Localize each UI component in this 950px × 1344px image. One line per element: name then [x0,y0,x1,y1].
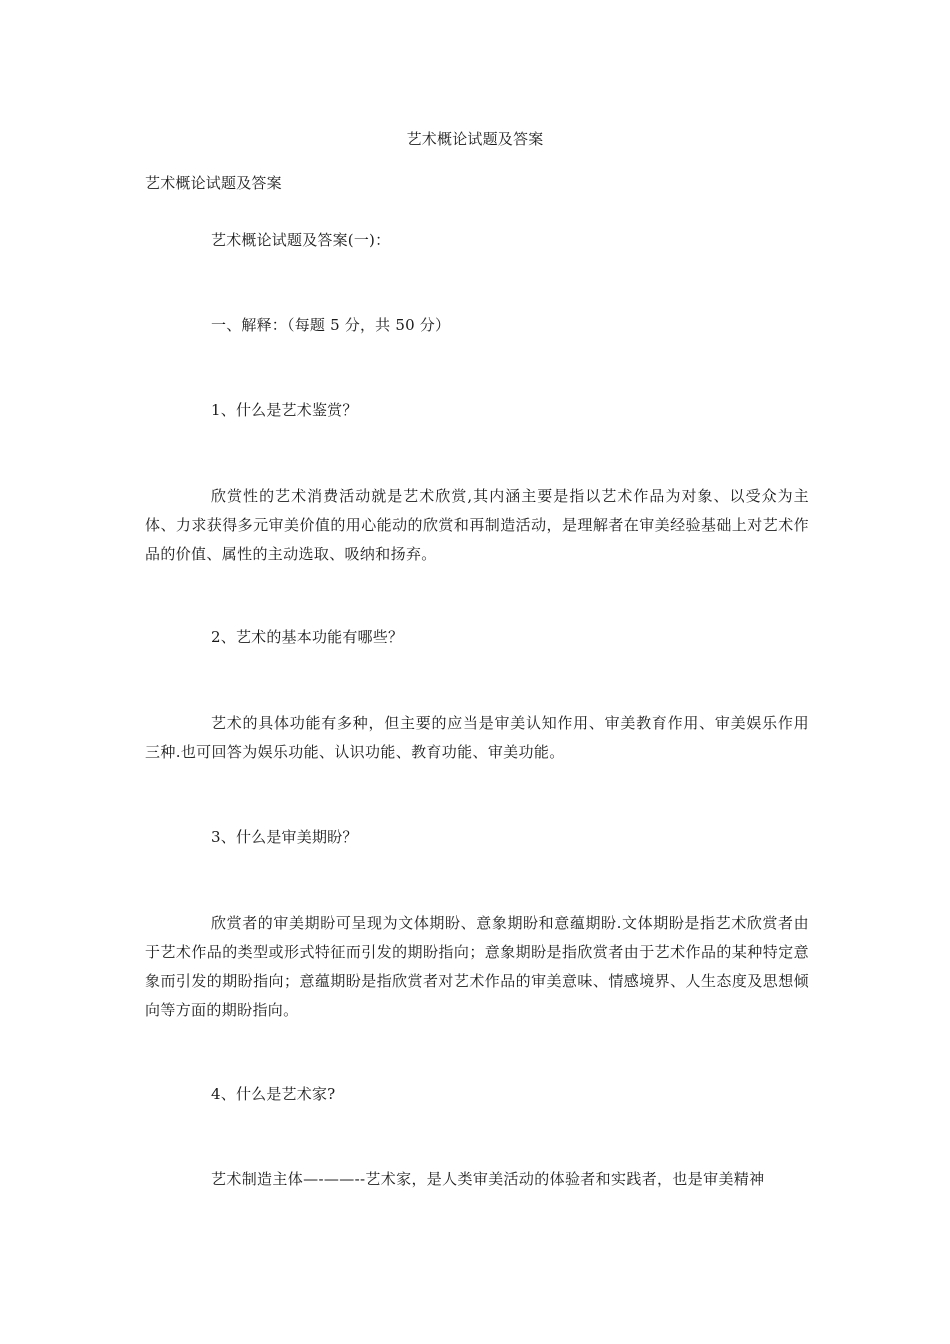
answer-2: 艺术的具体功能有多种，但主要的应当是审美认知作用、审美教育作用、审美娱乐作用三种.也可回答为娱乐功能、认识功能、教育功能、审美功能。 [145,714,809,761]
document-subtitle: 艺术概论试题及答案 [145,174,282,192]
answer-4: 艺术制造主体—-——--艺术家，是人类审美活动的体验者和实践者，也是审美精神 [211,1170,765,1188]
question-2: 2、艺术的基本功能有哪些？ [211,628,404,646]
answer-1: 欣赏性的艺术消费活动就是艺术欣赏,其内涵主要是指以艺术作品为对象、以受众为主体、力求获得多元审美价值的用心能动的欣赏和再制造活动，是理解者在审美经验基础上对艺术作品的价值、属性的主动选取、吸纳和扬弃。 [145,487,809,563]
page-title: 艺术概论试题及答案 [406,130,544,148]
question-1: 1、什么是艺术鉴赏？ [211,401,358,419]
question-4: 4、什么是艺术家? [211,1085,336,1103]
question-3: 3、什么是审美期盼？ [211,828,358,846]
section-heading: 艺术概论试题及答案(一)： [211,231,391,249]
part-heading: 一、解释：（每题 5 分，共 50 分） [211,316,451,334]
answer-3: 欣赏者的审美期盼可呈现为文体期盼、意象期盼和意蕴期盼.文体期盼是指艺术欣赏者由于艺术作品的类型或形式特征而引发的期盼指向；意象期盼是指欣赏者由于艺术作品的某种特定意象而引发的期盼指向；意蕴期盼是指欣赏者对艺术作品的审美意味、情感境界、人生态度及思想倾向等方面的期盼指向。 [145,914,809,1019]
